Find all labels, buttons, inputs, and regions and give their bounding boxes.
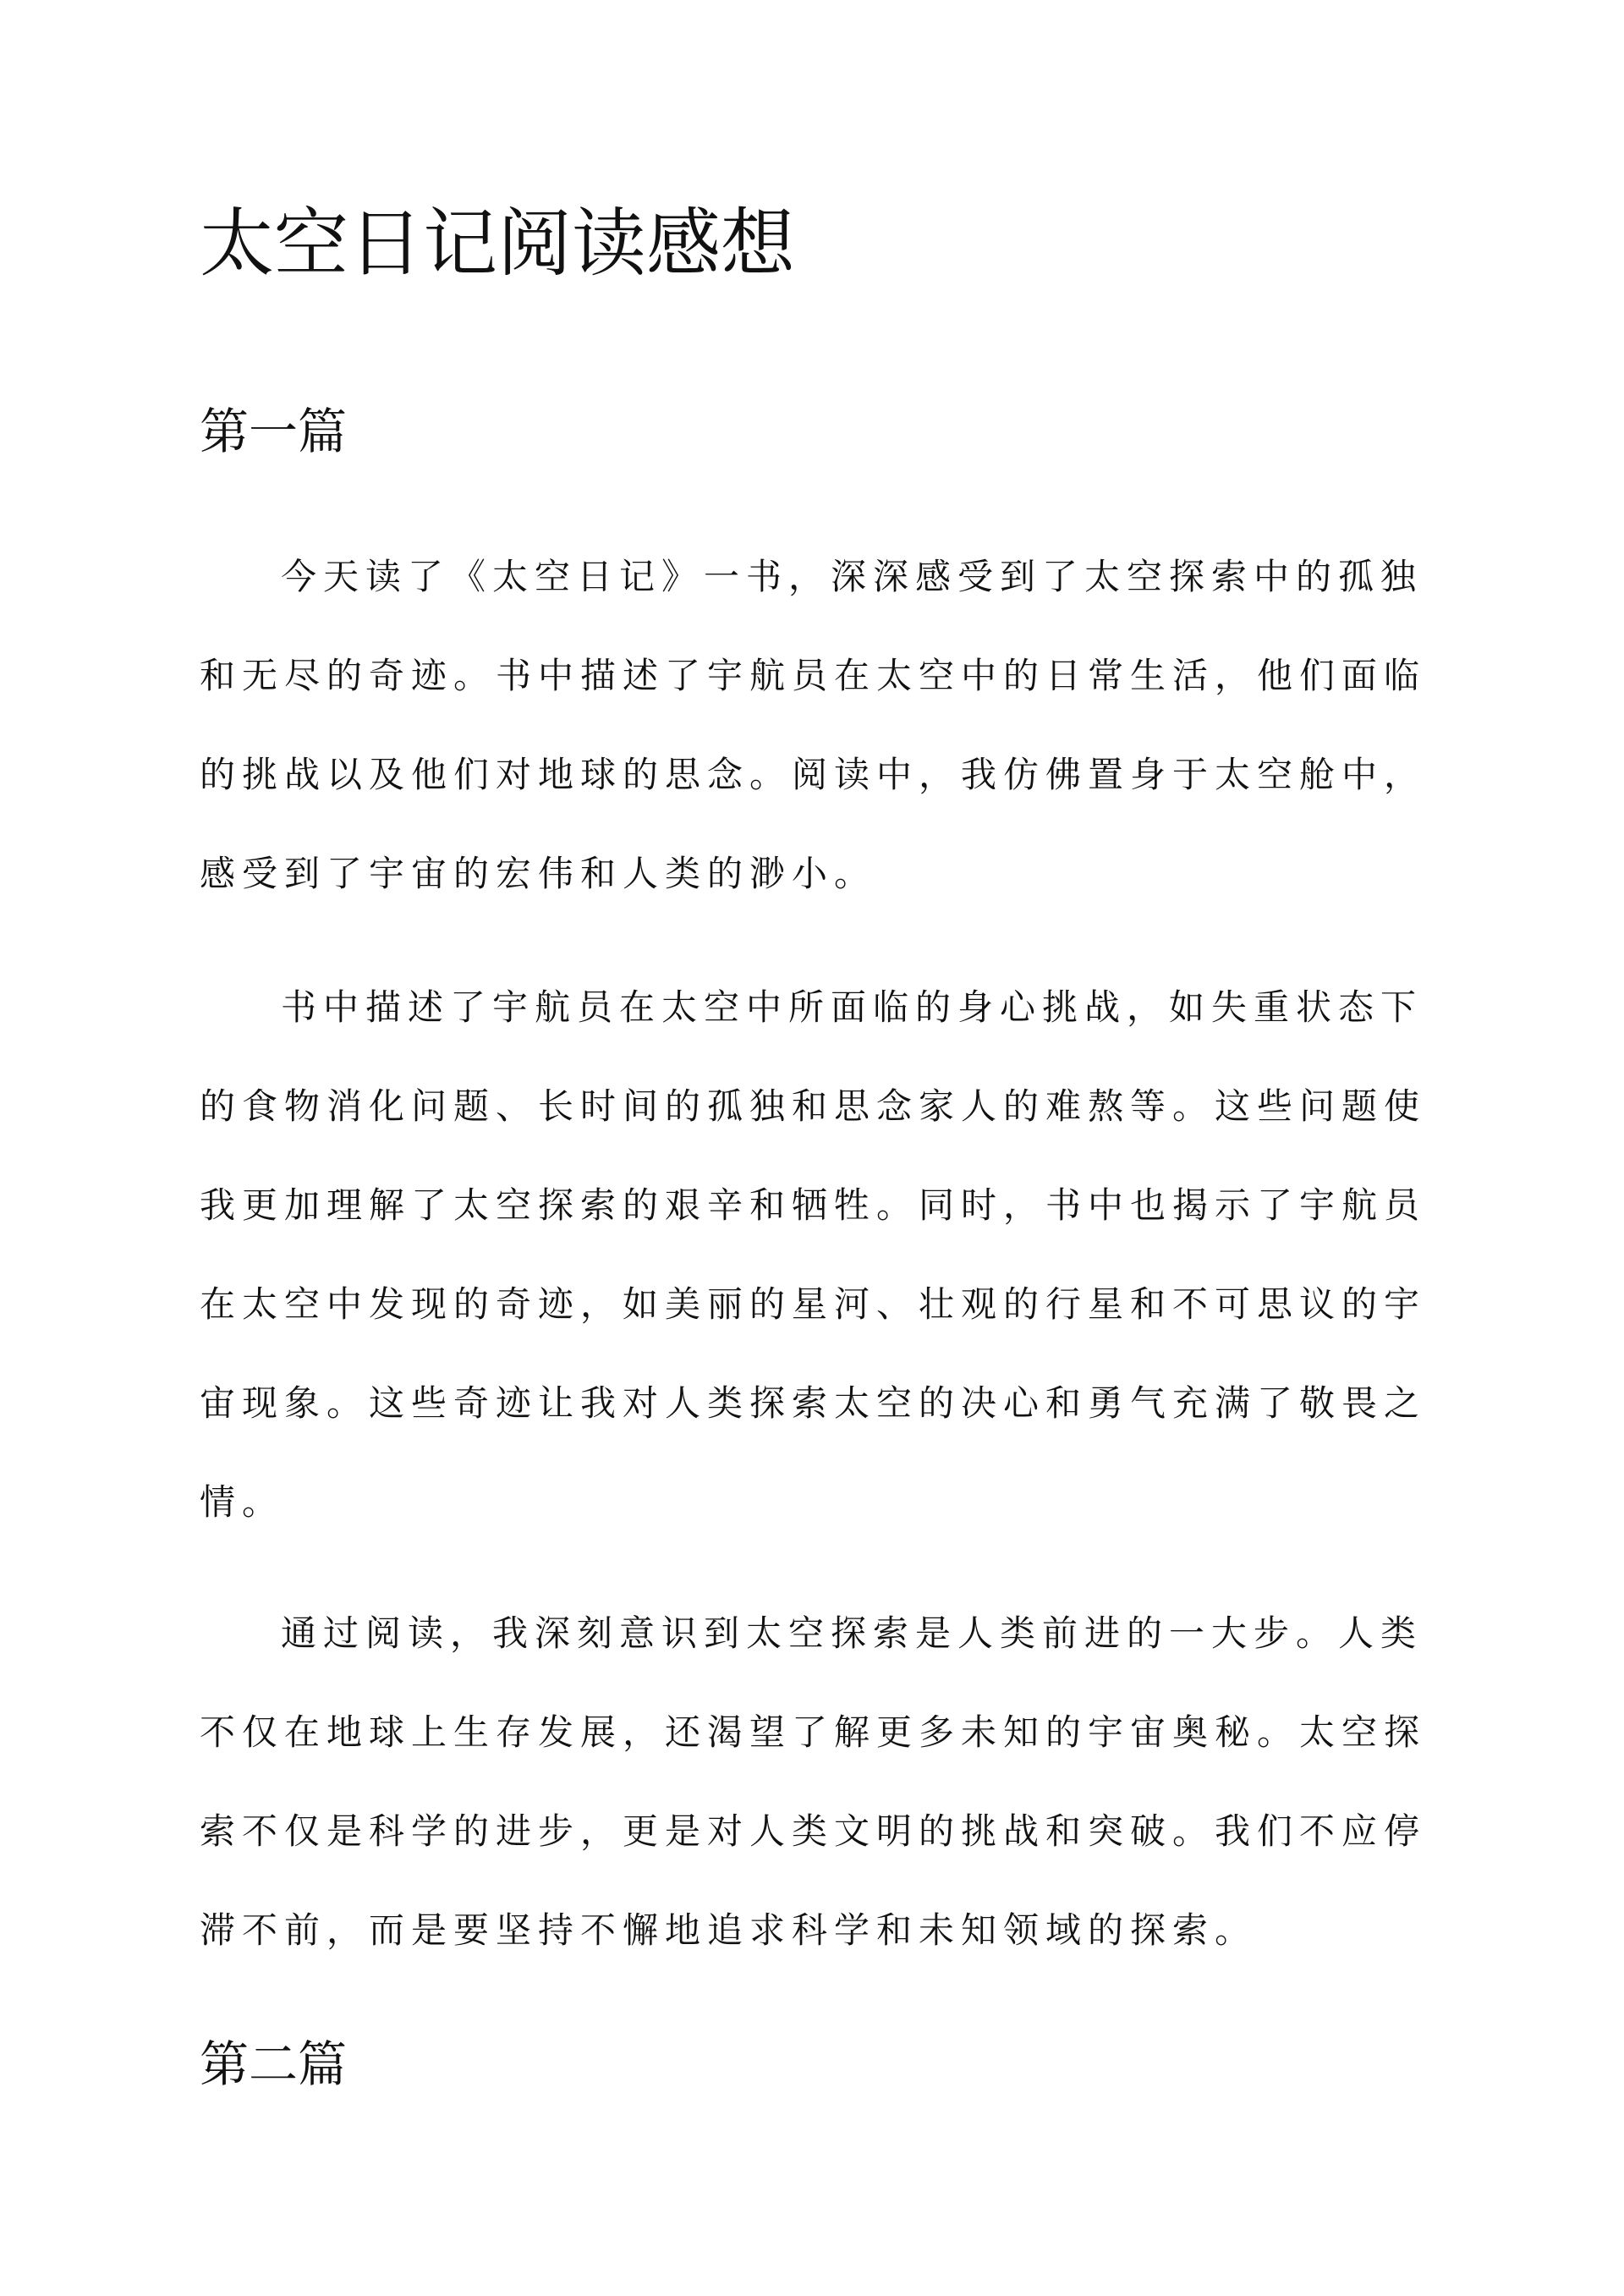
paragraph-line: 通过阅读，我深刻意识到太空探索是人类前进的一大步。人类 <box>281 1612 1424 1654</box>
paragraph-line: 在太空中发现的奇迹，如美丽的星河、壮观的行星和不可思议的宇 <box>200 1283 1427 1325</box>
paragraph-line: 滞不前，而是要坚持不懈地追求科学和未知领域的探索。 <box>200 1909 1258 1951</box>
section-1-body <box>200 527 1451 1980</box>
paragraph-line: 我更加理解了太空探索的艰辛和牺牲。同时，书中也揭示了宇航员 <box>200 1184 1427 1226</box>
paragraph-line: 情。 <box>200 1481 285 1523</box>
document-page <box>200 201 1451 2098</box>
paragraph-line: 书中描述了宇航员在太空中所面临的身心挑战，如失重状态下 <box>281 986 1424 1028</box>
paragraph <box>200 958 1451 1552</box>
paragraph-line: 的食物消化问题、长时间的孤独和思念家人的难熬等。这些问题使 <box>200 1085 1427 1127</box>
paragraph <box>200 527 1451 923</box>
document-title: 太空日记阅读感想 <box>200 200 796 287</box>
section-heading-1: 第一篇 <box>200 403 348 460</box>
section-heading-2: 第二篇 <box>200 2035 348 2093</box>
paragraph <box>200 1584 1451 1980</box>
paragraph-line: 不仅在地球上生存发展，还渴望了解更多未知的宇宙奥秘。太空探 <box>200 1711 1427 1753</box>
paragraph-line: 的挑战以及他们对地球的思念。阅读中，我仿佛置身于太空舱中， <box>200 754 1427 795</box>
paragraph-line: 今天读了《太空日记》一书，深深感受到了太空探索中的孤独 <box>281 556 1424 597</box>
paragraph-line: 和无尽的奇迹。书中描述了宇航员在太空中的日常生活，他们面临 <box>200 655 1427 696</box>
paragraph-line: 宙现象。这些奇迹让我对人类探索太空的决心和勇气充满了敬畏之 <box>200 1382 1427 1424</box>
paragraph-line: 索不仅是科学的进步，更是对人类文明的挑战和突破。我们不应停 <box>200 1810 1427 1852</box>
paragraph-line: 感受到了宇宙的宏伟和人类的渺小。 <box>200 853 877 894</box>
